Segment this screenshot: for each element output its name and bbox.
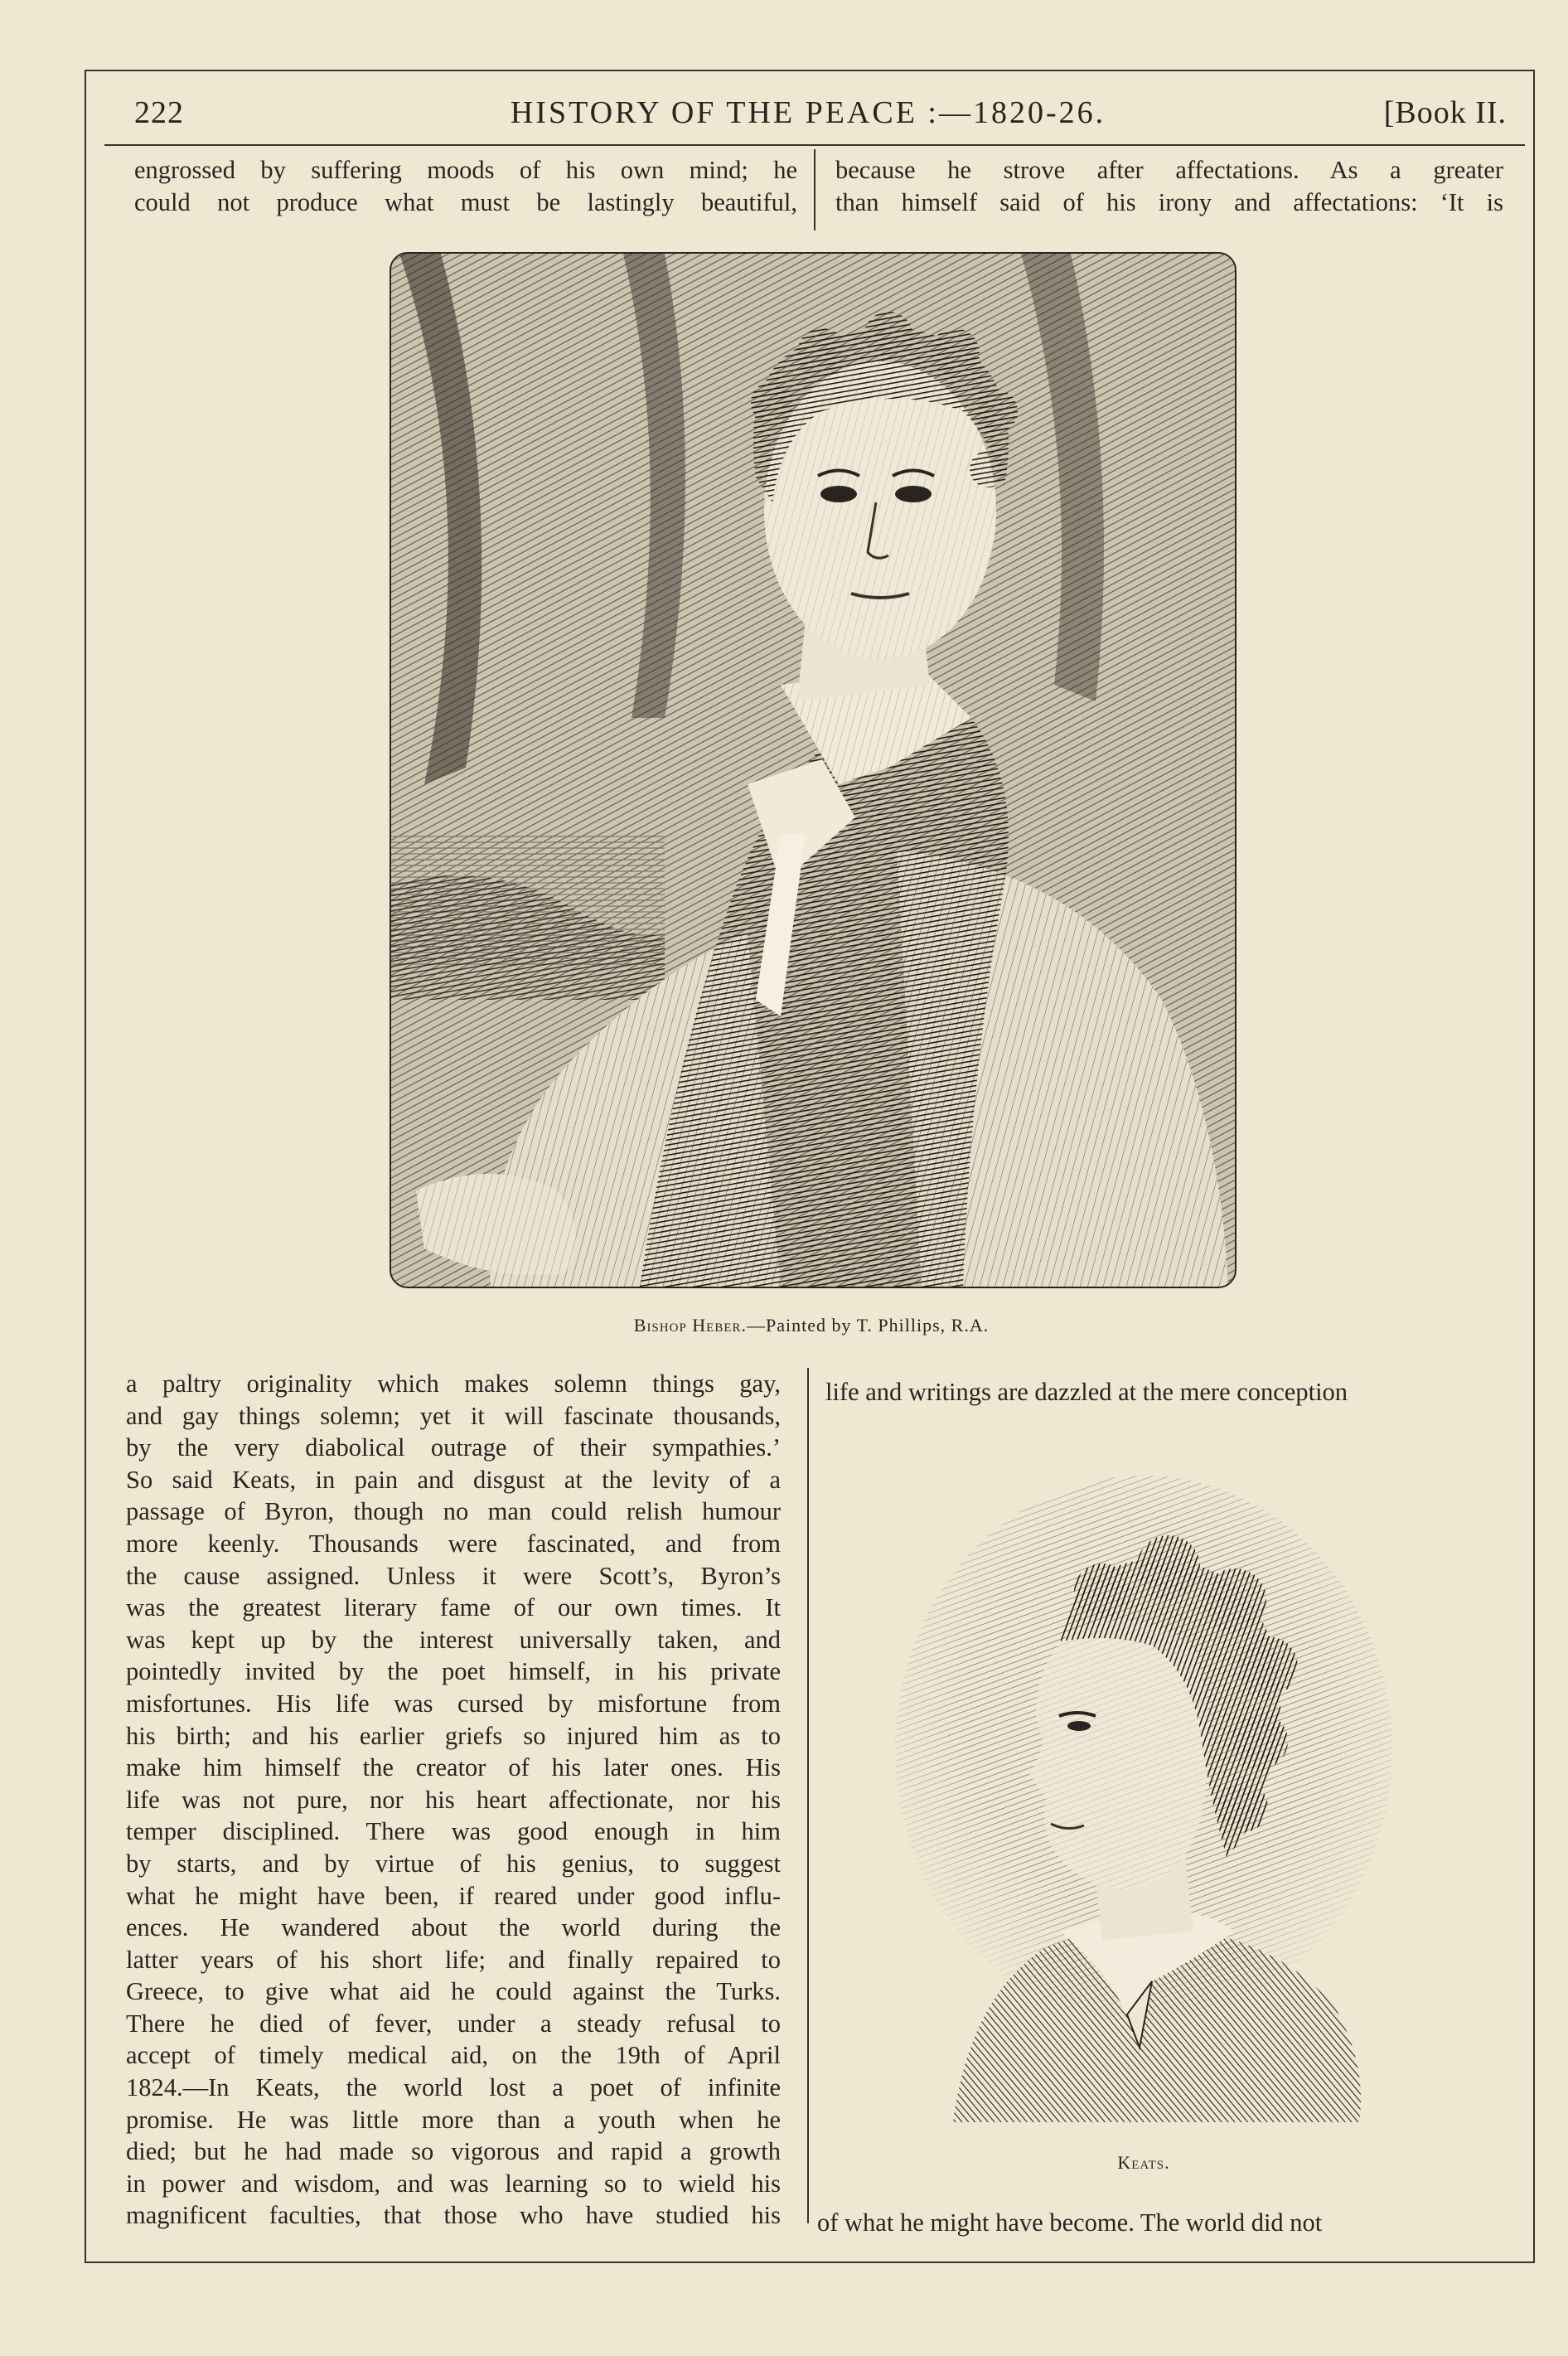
text-line: pointedly invited by the poet himself, in his private [126, 1657, 781, 1686]
text-line: engrossed by suffering moods of his own mind; he [134, 156, 797, 184]
text-line: by starts, and by virtue of his genius, to suggest [126, 1849, 781, 1878]
top-left-column [134, 154, 797, 218]
heber-caption [390, 1315, 1233, 1336]
text-line: life and writings are dazzled at the mere conception [825, 1378, 1348, 1406]
keats-caption [995, 2152, 1293, 2174]
text-line: the cause assigned. Unless it were Scott’s, Byron’s [126, 1561, 781, 1590]
text-line: in power and wisdom, and was learning so to wield his [126, 2169, 781, 2198]
text-line: passage of Byron, though no man could relish humour [126, 1497, 781, 1526]
text-line: promise. He was little more than a youth when he [126, 2105, 781, 2134]
text-line: temper disciplined. There was good enough in him [126, 1817, 781, 1846]
text-line: make him himself the creator of his later ones. His [126, 1753, 781, 1782]
running-title: HISTORY OF THE PEACE :—1820-26. [510, 95, 1106, 130]
text-line: 1824.—In Keats, the world lost a poet of infinite [126, 2073, 781, 2102]
text-line: by the very diabolical outrage of their sympathies.’ [126, 1433, 781, 1462]
text-line: a paltry originality which makes solemn things gay, [126, 1369, 781, 1398]
text-line: was the greatest literary fame of our own times. It [126, 1593, 781, 1622]
text-line: and gay things solemn; yet it will fascinate thousands, [126, 1401, 781, 1430]
text-line: There he died of fever, under a steady refusal to [126, 2009, 781, 2038]
page-header [85, 90, 1532, 139]
text-line: his birth; and his earlier griefs so injured him as to [126, 1721, 781, 1750]
text-line: magnificent faculties, that those who have studied his [126, 2201, 781, 2230]
text-line: misfortunes. His life was cursed by misfortune from [126, 1689, 781, 1718]
heber-caption-name: Bishop Heber. [633, 1315, 748, 1336]
text-line: what he might have been, if reared under good influ- [126, 1881, 781, 1910]
text-line: ences. He wandered about the world during the [126, 1913, 781, 1942]
bottom-right-column-top [825, 1376, 1488, 1408]
text-line: of what he might have become. The world did not [817, 2208, 1323, 2237]
column-divider-bottom [807, 1368, 809, 2223]
heber-caption-credit: —Painted by T. Phillips, R.A. [747, 1315, 990, 1336]
text-line: was kept up by the interest universally taken, and [126, 1625, 781, 1654]
page-number: 222 [134, 95, 184, 130]
book-label: [Book II. [1383, 95, 1507, 130]
bottom-right-column-bottom [817, 2207, 1485, 2239]
bottom-left-column [126, 1368, 781, 2232]
text-line: accept of timely medical aid, on the 19th of April [126, 2041, 781, 2070]
bishop-heber-portrait [390, 252, 1236, 1288]
header-rule [104, 144, 1525, 146]
text-line: died; but he had made so vigorous and rapid a growth [126, 2137, 781, 2166]
top-right-column [835, 154, 1503, 218]
text-line: So said Keats, in pain and disgust at the levity of a [126, 1465, 781, 1494]
text-line: life was not pure, nor his heart affectionate, nor his [126, 1785, 781, 1814]
column-divider-top [814, 149, 815, 230]
text-line: Greece, to give what aid he could against the Turks. [126, 1977, 781, 2006]
keats-caption-text: Keats. [1117, 2152, 1170, 2173]
keats-portrait [854, 1467, 1434, 2122]
text-line: latter years of his short life; and finally repaired to [126, 1945, 781, 1974]
text-line: because he strove after affectations. As a greater [835, 156, 1503, 184]
text-line: than himself said of his irony and affectations: ‘It is [835, 187, 1503, 216]
text-line: more keenly. Thousands were fascinated, and from [126, 1529, 781, 1558]
text-line: could not produce what must be lastingly beautiful, [134, 187, 797, 216]
